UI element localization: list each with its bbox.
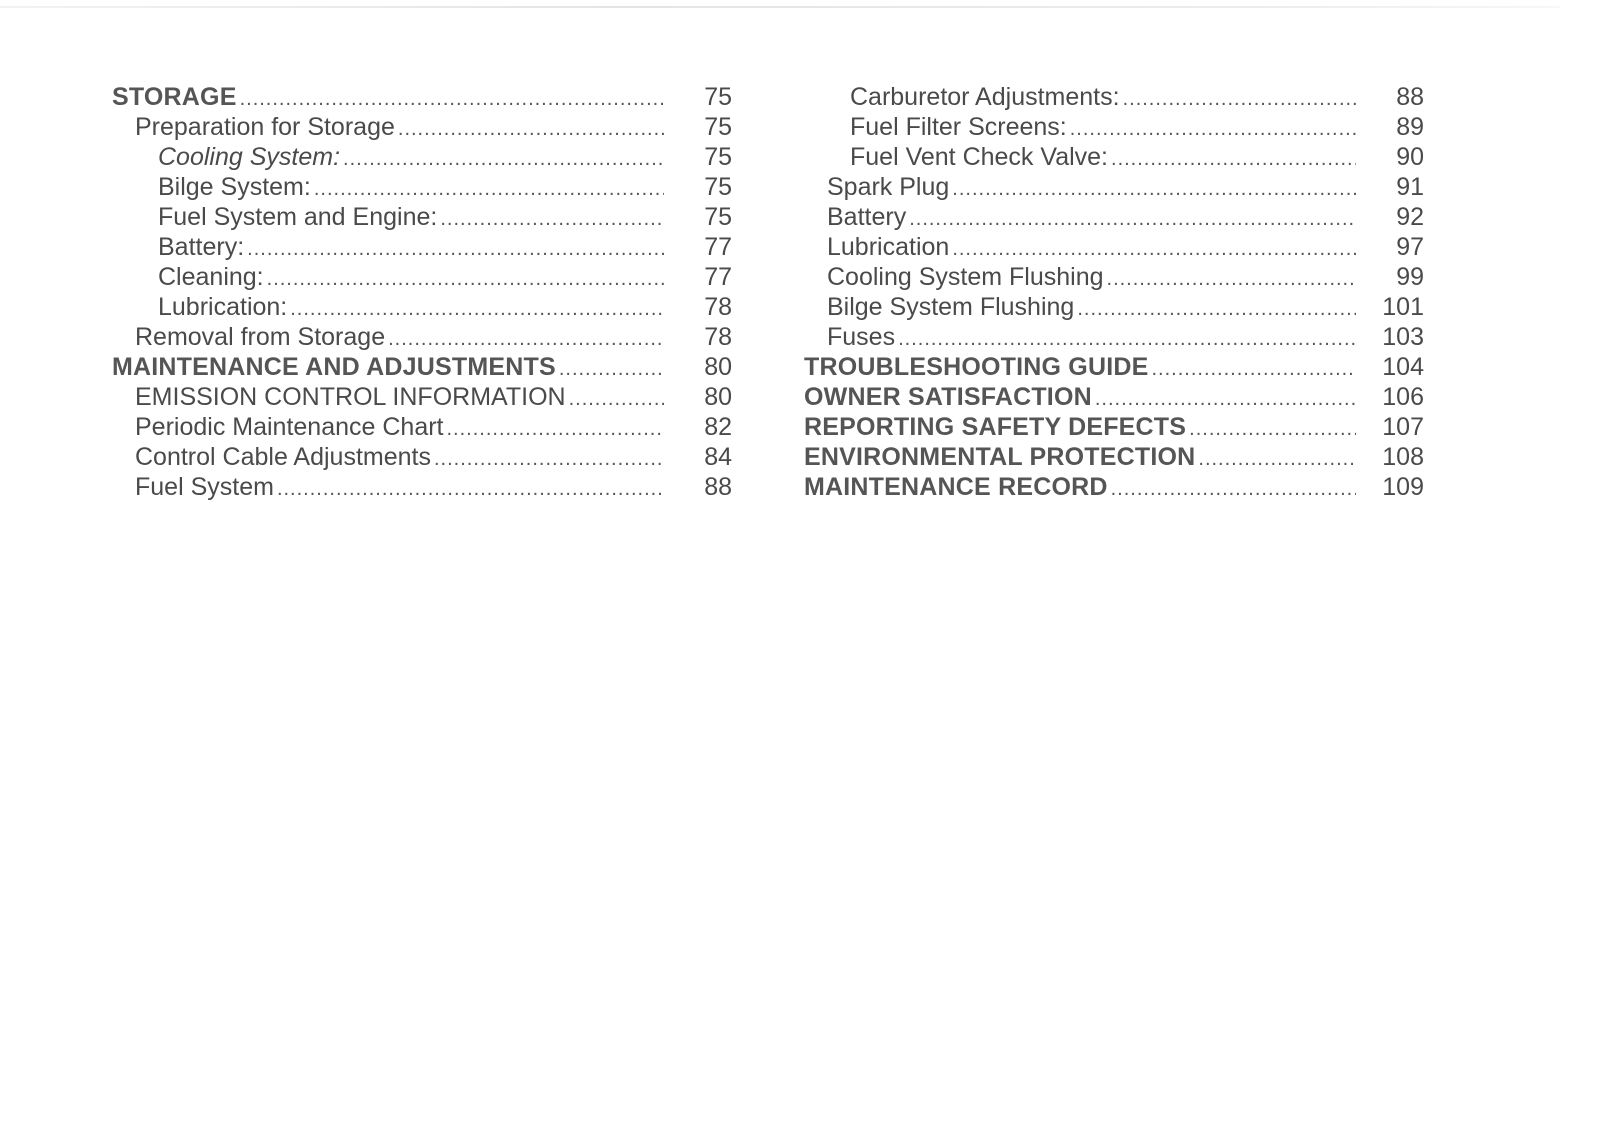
toc-dot-leader	[1111, 474, 1356, 504]
toc-entry-title: Lubrication	[827, 233, 950, 261]
toc-page-number: 97	[1396, 233, 1424, 261]
toc-entry-title: Cleaning:	[158, 263, 264, 291]
toc-entry[interactable]	[804, 472, 1424, 502]
toc-page-number: 90	[1396, 143, 1424, 171]
toc-entry-title: ENVIRONMENTAL PROTECTION	[804, 443, 1196, 471]
toc-entry-title: Removal from Storage	[135, 323, 386, 351]
toc-dot-leader	[277, 474, 664, 504]
toc-entry-title: Battery	[827, 203, 907, 231]
toc-page-number: 104	[1382, 353, 1424, 381]
toc-page-number: 75	[704, 173, 732, 201]
toc-page-number: 99	[1396, 263, 1424, 291]
toc-dot-leader	[398, 114, 664, 144]
toc-dot-leader	[1107, 264, 1356, 294]
toc-entry-title: Cooling System:	[158, 143, 341, 171]
toc-page-number: 106	[1382, 383, 1424, 411]
toc-entry[interactable]	[804, 382, 1424, 412]
toc-page-number: 77	[704, 263, 732, 291]
toc-dot-leader	[898, 324, 1356, 354]
toc-dot-leader	[1123, 84, 1356, 114]
toc-page-number: 107	[1382, 413, 1424, 441]
toc-dot-leader	[569, 384, 664, 414]
toc-entry-title: Battery:	[158, 233, 245, 261]
toc-dot-leader	[1070, 114, 1356, 144]
toc-entry[interactable]	[112, 292, 732, 322]
toc-dot-leader	[447, 414, 665, 444]
toc-dot-leader	[343, 144, 664, 174]
toc-dot-leader	[1198, 444, 1356, 474]
toc-entry[interactable]	[804, 142, 1424, 172]
toc-page-number: 88	[704, 473, 732, 501]
toc-entry[interactable]	[112, 262, 732, 292]
toc-entry-title: Fuel System	[135, 473, 274, 501]
toc-dot-leader	[440, 204, 664, 234]
toc-entry-title: Fuel System and Engine:	[158, 203, 438, 231]
toc-entry[interactable]	[112, 142, 732, 172]
toc-entry[interactable]	[112, 82, 732, 112]
toc-dot-leader	[1111, 144, 1356, 174]
toc-entry[interactable]	[112, 472, 732, 502]
toc-dot-leader	[314, 174, 664, 204]
toc-column-right	[804, 82, 1424, 502]
toc-entry[interactable]	[112, 232, 732, 262]
toc-page-number: 84	[704, 443, 732, 471]
toc-entry[interactable]	[804, 232, 1424, 262]
toc-dot-leader	[247, 234, 664, 264]
toc-entry[interactable]	[804, 262, 1424, 292]
toc-entry-title: STORAGE	[112, 83, 237, 111]
toc-page-number: 109	[1382, 473, 1424, 501]
toc-dot-leader	[952, 234, 1356, 264]
toc-page-number: 75	[704, 83, 732, 111]
toc-entry-title: Carburetor Adjustments:	[850, 83, 1120, 111]
toc-entry-title: MAINTENANCE AND ADJUSTMENTS	[112, 353, 556, 381]
toc-entry-title: Spark Plug	[827, 173, 950, 201]
toc-page-number: 77	[704, 233, 732, 261]
toc-entry-title: Fuses	[827, 323, 896, 351]
toc-dot-leader	[240, 84, 664, 114]
toc-page-number: 75	[704, 143, 732, 171]
toc-entry[interactable]	[112, 352, 732, 382]
toc-entry-title: MAINTENANCE RECORD	[804, 473, 1108, 501]
toc-dot-leader	[1095, 384, 1356, 414]
toc-entry[interactable]	[804, 352, 1424, 382]
toc-entry[interactable]	[804, 202, 1424, 232]
toc-entry[interactable]	[804, 412, 1424, 442]
toc-entry[interactable]	[804, 322, 1424, 352]
toc-entry[interactable]	[112, 412, 732, 442]
toc-dot-leader	[559, 354, 664, 384]
toc-entry-title: Preparation for Storage	[135, 113, 395, 141]
toc-page-number: 92	[1396, 203, 1424, 231]
toc-entry[interactable]	[804, 172, 1424, 202]
toc-entry-title: Fuel Filter Screens:	[850, 113, 1067, 141]
toc-page-number: 108	[1382, 443, 1424, 471]
toc-page-number: 88	[1396, 83, 1424, 111]
toc-entry[interactable]	[112, 382, 732, 412]
toc-entry-title: Cooling System Flushing	[827, 263, 1104, 291]
toc-entry-title: Bilge System:	[158, 173, 311, 201]
toc-entry-title: Fuel Vent Check Valve:	[850, 143, 1109, 171]
toc-entry-title: TROUBLESHOOTING GUIDE	[804, 353, 1149, 381]
toc-entry[interactable]	[112, 172, 732, 202]
toc-entry[interactable]	[804, 442, 1424, 472]
toc-dot-leader	[952, 174, 1356, 204]
toc-entry[interactable]	[804, 292, 1424, 322]
toc-page-number: 89	[1396, 113, 1424, 141]
toc-dot-leader	[434, 444, 664, 474]
toc-dot-leader	[267, 264, 664, 294]
toc-dot-leader	[909, 204, 1356, 234]
toc-entry[interactable]	[112, 322, 732, 352]
toc-page-number: 75	[704, 113, 732, 141]
scan-edge-line	[0, 6, 1560, 8]
toc-dot-leader	[1151, 354, 1356, 384]
toc-page-number: 75	[704, 203, 732, 231]
toc-dot-leader	[388, 324, 664, 354]
toc-entry-title: Periodic Maintenance Chart	[135, 413, 444, 441]
toc-page-number: 78	[704, 323, 732, 351]
toc-page-number: 82	[704, 413, 732, 441]
toc-entry-title: Bilge System Flushing	[827, 293, 1075, 321]
toc-entry[interactable]	[112, 442, 732, 472]
toc-entry-title: OWNER SATISFACTION	[804, 383, 1092, 411]
toc-page-number: 91	[1396, 173, 1424, 201]
toc-entry[interactable]	[112, 202, 732, 232]
toc-page-number: 80	[704, 383, 732, 411]
toc-page-number: 103	[1382, 323, 1424, 351]
toc-page-number: 101	[1382, 293, 1424, 321]
toc-entry-title: EMISSION CONTROL INFORMATION	[135, 383, 566, 411]
toc-page-number: 78	[704, 293, 732, 321]
toc-entry[interactable]	[804, 112, 1424, 142]
toc-entry[interactable]	[112, 112, 732, 142]
toc-entry-title: REPORTING SAFETY DEFECTS	[804, 413, 1187, 441]
toc-entry-title: Lubrication:	[158, 293, 288, 321]
toc-entry-title: Control Cable Adjustments	[135, 443, 431, 471]
toc-dot-leader	[1077, 294, 1356, 324]
toc-column-left	[112, 82, 732, 502]
toc-dot-leader	[290, 294, 664, 324]
toc-page-number: 80	[704, 353, 732, 381]
toc-dot-leader	[1189, 414, 1356, 444]
toc-entry[interactable]	[804, 82, 1424, 112]
